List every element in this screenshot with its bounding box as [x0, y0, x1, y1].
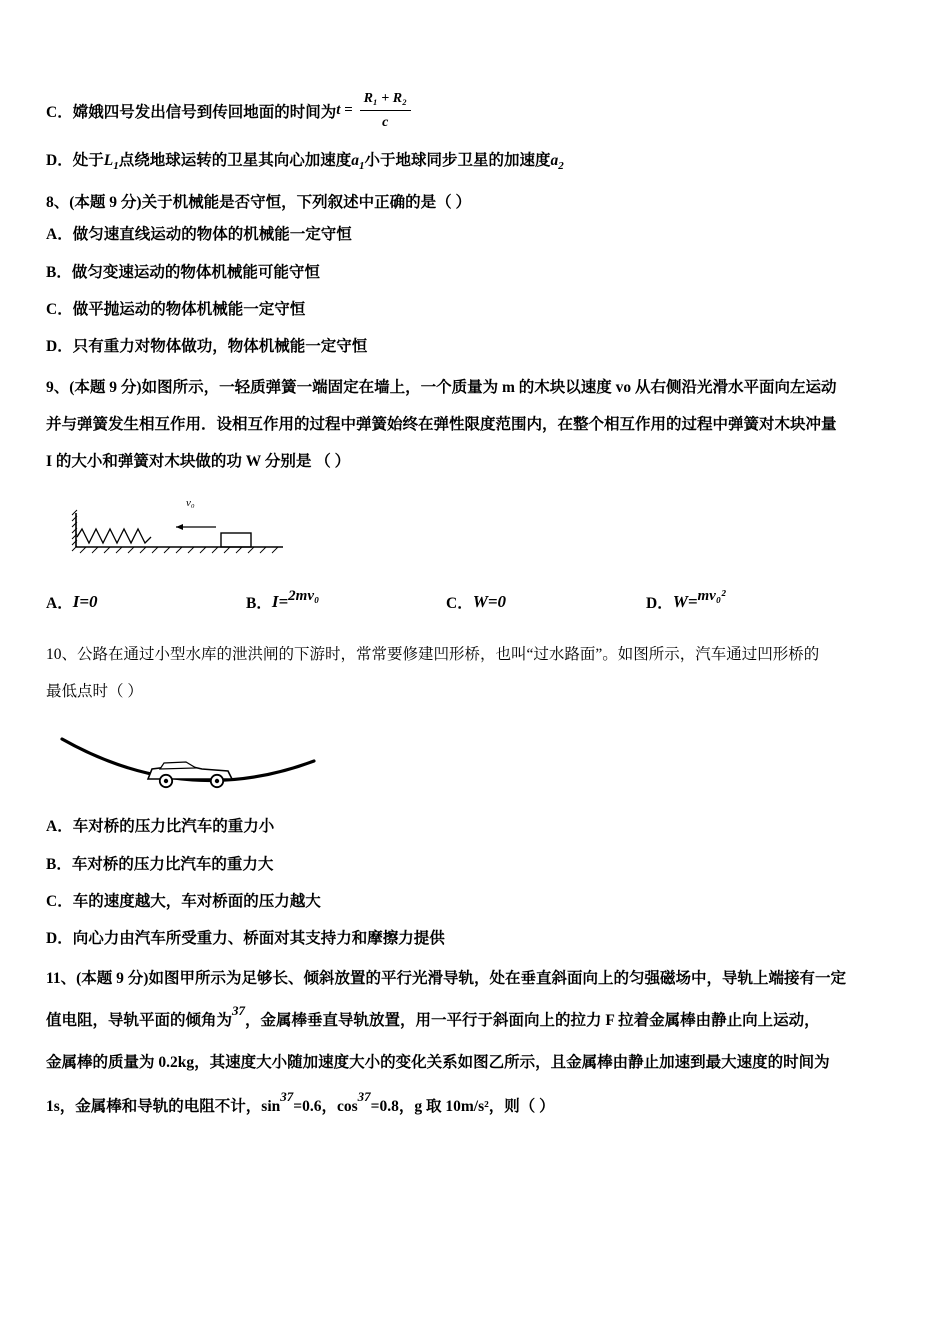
fraction-numerator: R₁ + R₂ [360, 88, 411, 111]
option-formula: 2mv₀ [288, 587, 320, 604]
option-text-p2: 点绕地球运转的卫星其向心加速度 [118, 152, 352, 169]
velocity-label: v₀ [186, 497, 195, 510]
option-text: 车对桥的压力比汽车的重力小 [72, 818, 275, 836]
option-label: D． [46, 152, 73, 169]
q11-sin: sin [261, 1098, 281, 1116]
formula-time-signal [336, 88, 411, 133]
option-text: 只有重力对物体做功，物体机械能一定守恒 [72, 338, 368, 356]
q11-text-f: g 取 10m/s²，则（ ） [414, 1098, 555, 1116]
symbol-L-sub: 1 [113, 160, 119, 173]
option-row-q9 [46, 587, 906, 613]
symbol-a1-sub: 1 [358, 160, 365, 173]
q11-text-b: ，金属棒垂直导轨放置，用一平行于斜面向上的拉力 F 拉着金属棒由静止向上运动， [245, 1011, 820, 1029]
option-text-p3: 小于地球同步卫星的加速度 [364, 152, 551, 169]
symbol-a1: a [351, 152, 359, 169]
question-11-stem-line4 [46, 1086, 906, 1125]
option-text: 做匀速直线运动的物体的机械能一定守恒 [72, 226, 352, 244]
q11-text-e: =0.8， [370, 1098, 415, 1116]
option-text: 做平抛运动的物体机械能一定守恒 [72, 300, 306, 318]
fraction [360, 88, 411, 133]
option-row-q10-c [46, 890, 906, 913]
car-shape [148, 762, 232, 787]
option-q9-b [246, 587, 446, 613]
document-content [46, 90, 906, 1131]
spring-block-figure [58, 495, 906, 565]
option-label: C． [46, 300, 73, 318]
option-text: I=0 [72, 592, 98, 612]
question-9-stem-line1: 9、(本题 9 分)如图所示，一轻质弹簧一端固定在墙上，一个质量为 m 的木块以速度 vo 从右侧沿光滑水平面向左运动 [46, 379, 837, 397]
question-11-stem-line1: 11、(本题 9 分)如图甲所示为足够长、倾斜放置的平行光滑导轨，处在垂直斜面向上的匀强磁场中，导轨上端接有一定 [46, 970, 846, 988]
option-row-q8-d [46, 335, 906, 358]
option-q9-a [46, 591, 246, 613]
option-label: D． [46, 930, 73, 948]
option-row-q10-a [46, 815, 906, 838]
angle-37-3: 37 [357, 1089, 371, 1105]
option-text: 向心力由汽车所受重力、桥面对其支持力和摩擦力提供 [72, 930, 445, 948]
question-10-stem-line1: 10、公路在通过小型水库的泄洪闸的下游时，常常要修建凹形桥，也叫“过水路面”。如图所示，汽车通过凹形桥的 [46, 646, 820, 664]
q11-text-a: 值电阻，导轨平面的倾角为 [46, 1011, 233, 1029]
option-row-q10-d [46, 927, 906, 950]
option-label: A． [46, 818, 73, 836]
question-10-stem-line2: 最低点时（ ） [46, 683, 143, 701]
symbol-a2: a [550, 152, 559, 169]
q11-cos: cos [336, 1098, 358, 1116]
symbol-L: L [103, 152, 114, 169]
formula-lhs: t = [336, 102, 353, 119]
option-text: 嫦娥四号发出信号到传回地面的时间为 [72, 103, 337, 121]
option-label: C． [46, 892, 73, 910]
option-text: I= [271, 592, 289, 612]
option-text: W= [672, 592, 698, 612]
question-11-stem-line2 [46, 1000, 906, 1039]
option-row-q8-b [46, 261, 906, 284]
option-label: B． [46, 263, 72, 281]
question-9-stem-line2: 并与弹簧发生相互作用．设相互作用的过程中弹簧始终在弹性限度范围内，在整个相互作用的过程中弹簧对木块冲量 [46, 416, 837, 434]
symbol-a2-sub: 2 [558, 160, 564, 173]
option-label: C． [46, 103, 73, 121]
option-row-q8-c [46, 298, 906, 321]
fraction-denominator: c [382, 115, 389, 130]
option-text: 车的速度越大，车对桥面的压力越大 [72, 892, 321, 910]
option-text: 做匀变速运动的物体机械能可能守恒 [71, 263, 320, 281]
q11-text-c: 1s，金属棒和导轨的电阻不计， [46, 1098, 262, 1116]
option-label: B． [46, 855, 72, 873]
question-9-stem-line3: I 的大小和弹簧对木块做的功 W 分别是 （ ） [46, 453, 351, 471]
option-row-q10-b [46, 853, 906, 876]
concave-bridge-svg [56, 731, 326, 797]
option-label: C． [446, 595, 473, 613]
option-formula: mv₀² [697, 587, 726, 604]
option-q9-d [646, 587, 846, 613]
option-label: B． [246, 595, 272, 613]
option-label: A． [46, 226, 73, 244]
concave-bridge-figure [56, 731, 906, 801]
option-q9-c [446, 591, 646, 613]
option-text: 车对桥的压力比汽车的重力大 [71, 855, 274, 873]
option-row-q7-c [46, 90, 906, 135]
option-label: D． [46, 338, 73, 356]
option-text-p1: 处于 [72, 152, 104, 169]
option-row-q8-a [46, 223, 906, 246]
question-11-stem-line3: 金属棒的质量为 0.2kg，其速度大小随加速度大小的变化关系如图乙所示，且金属棒由静止加速到最大速度的时间为 [46, 1053, 830, 1071]
question-8-stem: 8、(本题 9 分)关于机械能是否守恒，下列叙述中正确的是（ ） [46, 193, 471, 211]
option-row-q7-d [46, 149, 906, 175]
option-text: W=0 [472, 592, 507, 612]
angle-37-2: 37 [280, 1089, 294, 1105]
option-label: D． [646, 595, 673, 613]
angle-37-1: 37 [232, 1002, 246, 1018]
q11-text-d: =0.6， [293, 1098, 337, 1116]
option-label: A． [46, 595, 73, 613]
